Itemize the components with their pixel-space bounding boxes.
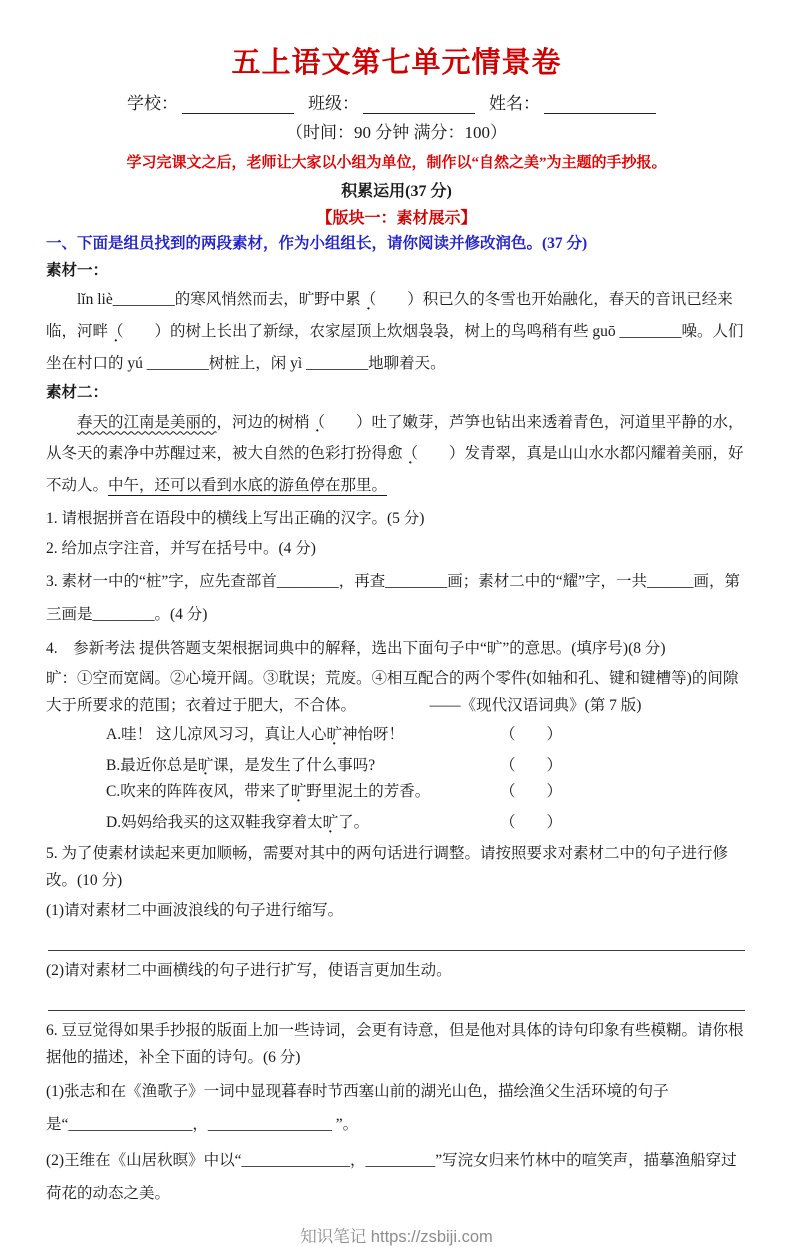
dotted-char: 愈 [387,445,403,463]
option-pre-text: 妈妈给我买的这双鞋我穿着太 [121,814,323,832]
text-segment: （ ）发青翠，真是山山水水都闪耀着美丽，好不动人。 [46,445,744,495]
text-segment: lǐn liè [77,291,113,309]
text-segment: （ ）吐了嫩芽，芦笋也钻出来透着青色，河道里平静的水，从冬天的素净中苏醒过来，被大自然的色彩打扮得 [46,413,744,463]
option-pre-text: 吹来的阵阵夜风，带来了 [120,783,291,801]
option-label: D. [106,814,122,832]
dotted-char: 旷 [290,783,307,801]
answer-bracket: （ ） [499,814,562,832]
material-2-paragraph [46,407,747,502]
dotted-char: 旷 [322,814,339,832]
school-blank-line [182,95,294,114]
answer-line [48,1010,745,1011]
answer-bracket: （ ） [499,726,562,744]
answer-line [48,950,745,951]
block-title: 【版块一：素材展示】 [316,210,477,227]
option-label: A. [106,726,122,744]
dictionary-source: ——《现代汉语词典》(第 7 版) [429,697,642,715]
footer-watermark: 知识笔记 https://zsbiji.com [300,1227,493,1246]
question-5-sub2: (2)请对素材二中画横线的句子进行扩写，使语言更加生动。 [46,962,452,980]
class-field-label: 班级： [308,94,359,113]
question-6-stem: 6. 豆豆觉得如果手抄报的版面上加一些诗词，会更有诗意，但是他对具体的诗句印象有些模糊。请你根据他的描述，补全下面的诗句。(6 分) [46,1022,744,1067]
student-info-row [46,89,747,114]
dotted-char: 畔 [92,322,109,340]
option-post-text: 野里泥土的芳香。 [306,783,431,801]
question-3: 3. 素材一中的“桩”字，应先查部首________，再查________画；素材二中的“耀”字，一共______画，第三画是________。(4 分) [46,573,741,624]
answer-bracket: （ ） [499,783,562,801]
option-post-text: 课，是发生了什么事吗? [213,756,376,774]
text-segment: ，河边的树 [216,413,295,431]
question-1: 1. 请根据拼音在语段中的横线上写出正确的汉字。(5 分) [46,509,425,527]
option-d-text [106,810,369,837]
dotted-char: 梢 [294,413,310,431]
option-a [106,722,562,749]
text-segment: 噪。人们坐在村口的 yú [46,322,744,372]
class-blank-line [363,95,475,114]
dictionary-definition: 旷：①空而宽阔。②心境开阔。③耽误；荒废。④相互配合的两个零件(如轴和孔、键和键槽等)的间隙大于所要求的范围；衣着过于肥大，不合体。 [46,669,739,715]
text-segment: 树桩上，闲 yì [208,354,307,372]
material-1-paragraph [46,284,747,379]
fill-blank: ________ [146,354,209,372]
dotted-char: 旷 [197,756,214,774]
text-segment: （ ）积已久的冬雪也开始融化，春天的音讯已经来临，河 [46,291,733,340]
dotted-char: 累 [345,291,361,309]
fill-blank: ________ [306,354,369,372]
option-pre-text: 最近你总是 [120,756,198,774]
material-2-label: 素材二： [46,384,109,402]
option-b-text [106,753,375,780]
question-6-sub1: (1)张志和在《渔歌子》一词中显现暮春时节西塞山前的湖光山色，描绘渔父生活环境的句子是“________________，________________ ”。 [46,1082,669,1133]
question-4-dictionary [46,665,747,719]
fill-blank: ________ [112,291,175,309]
time-score-line: （时间：90 分钟 满分：100） [286,123,507,142]
question-5-sub1: (1)请对素材二中画波浪线的句子进行缩写。 [46,902,344,920]
underlined-sentence: 中午，还可以看到水底的游鱼停在那里。 [108,477,388,495]
question-5-stem: 5. 为了使素材读起来更加顺畅，需要对其中的两句话进行调整。请按照要求对素材二中的句子进行修改。(10 分) [46,844,729,889]
material-1-label: 素材一： [46,261,109,279]
option-label: B. [106,756,121,774]
question-4-stem: 4. 参新考法 提供答题支架根据词典中的解释，选出下面句子中“旷”的意思。(填序号)(8 分) [46,639,666,657]
name-field-label: 姓名： [489,94,540,113]
fill-blank: ________ [619,322,682,340]
question-2: 2. 给加点字注音，并写在括号中。(4 分) [46,540,316,558]
option-label: C. [106,783,121,801]
text-segment: 地聊着天。 [368,354,446,372]
answer-bracket: （ ） [499,756,562,774]
wavy-underline-sentence: 春天的江南是美丽的 [77,413,217,431]
text-segment: 的寒风悄然而去，旷野中 [174,291,346,309]
section-title: 积累运用(37 分) [341,183,452,200]
page-title: 五上语文第七单元情景卷 [231,47,562,79]
option-a-text [106,722,404,749]
question-4-options [106,722,747,837]
option-c-text [106,779,430,806]
dotted-char: 旷 [326,726,342,744]
option-pre-text: 哇！ 这儿凉风习习，真让人心 [121,726,327,744]
school-field-label: 学校： [127,94,178,113]
question-one-intro: 一、下面是组员找到的两段素材，作为小组组长，请你阅读并修改润色。(37 分) [46,235,588,252]
scenario-text: 学习完课文之后，老师让大家以小组为单位，制作以“自然之美”为主题的手抄报。 [126,155,667,171]
option-c [106,779,562,806]
option-post-text: 神怡呀！ [341,726,404,744]
option-post-text: 了。 [338,814,370,832]
option-d [106,810,562,837]
option-b [106,753,562,780]
question-6-sub2: (2)王维在《山居秋暝》中以“______________，_________”写浣女归来竹林中的喧笑声，描摹渔船穿过荷花的动态之美。 [46,1152,737,1203]
text-segment: （ ）的树上长出了新绿，农家屋顶上炊烟袅袅，树上的鸟鸣稍有些 guō [108,322,620,340]
name-blank-line [544,95,656,114]
